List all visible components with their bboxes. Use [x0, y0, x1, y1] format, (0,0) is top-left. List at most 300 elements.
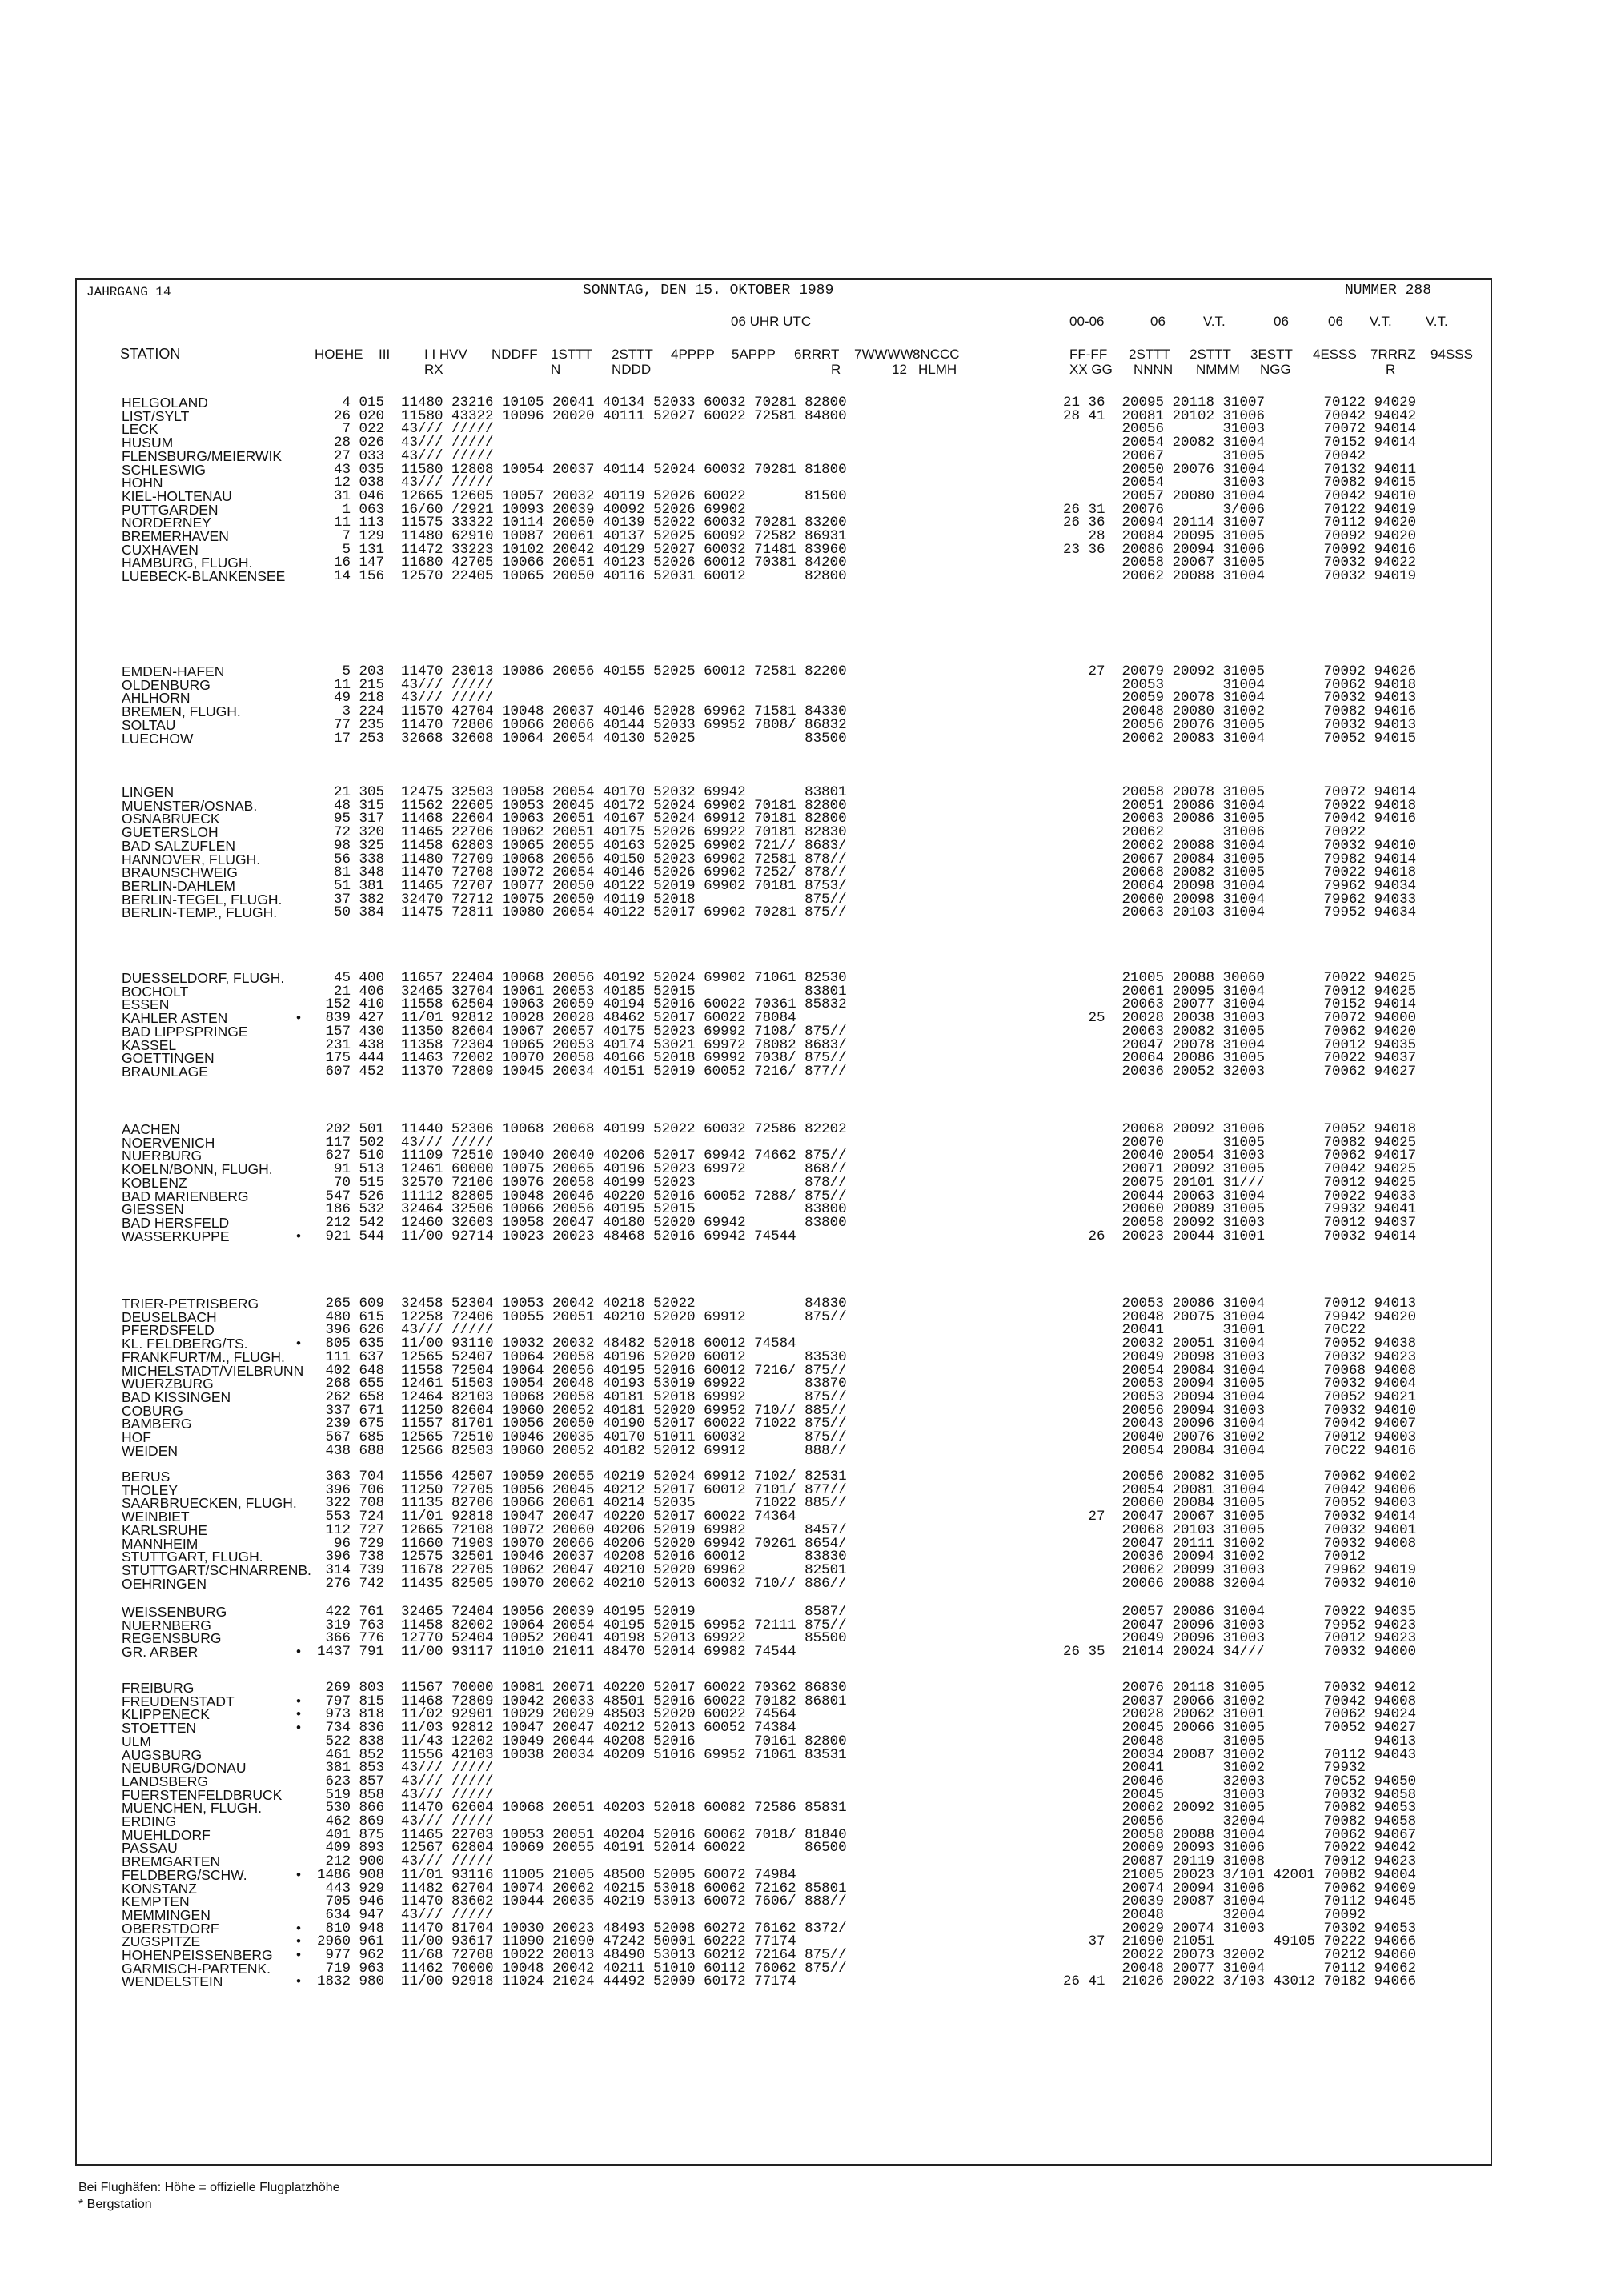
station-name: KLIPPENECK — [122, 1706, 210, 1723]
extremes-codes: 20047 20078 31004 70012 94035 — [1063, 1036, 1417, 1053]
extremes-codes: 20059 20078 31004 70032 94013 — [1063, 690, 1417, 707]
station-name: OLDENBURG — [122, 676, 211, 693]
extremes-codes: 20034 20087 31002 70112 94043 — [1063, 1746, 1417, 1763]
extremes-codes: 20048 32004 70092 — [1063, 1906, 1366, 1923]
issue-number: NUMMER 288 — [1345, 282, 1432, 299]
station-name: HOF — [122, 1429, 151, 1445]
table-row — [0, 1975, 1601, 1988]
station-name: PUTTGARDEN — [122, 501, 219, 518]
mountain-station-marker: • — [296, 1933, 301, 1949]
station-name: MANNHEIM — [122, 1535, 199, 1552]
extremes-codes: 20058 20078 31005 70072 94014 — [1063, 784, 1417, 800]
station-header: STATION — [120, 346, 181, 362]
station-name: NUERBURG — [122, 1148, 203, 1164]
station-name: STOETTEN — [122, 1720, 197, 1737]
extremes-codes: 20076 20118 31005 70032 94012 — [1063, 1680, 1417, 1696]
observation-codes: 381 853 43/// ///// — [317, 1760, 494, 1777]
observation-codes: 4 015 11480 23216 10105 20041 40134 52033 60032 70281 82800 — [317, 395, 847, 411]
station-name: HOHENPEISSENBERG — [122, 1947, 273, 1963]
observation-codes: 363 704 11556 42507 10059 20055 40219 52024 69912 7102/ 82531 — [317, 1469, 847, 1485]
extremes-codes: 20056 31003 70072 94014 — [1063, 421, 1417, 438]
station-name: BERLIN-DAHLEM — [122, 877, 235, 894]
extremes-codes: 20067 20084 31005 79982 94014 — [1063, 851, 1417, 868]
extremes-codes: 20057 20086 31004 70022 94035 — [1063, 1604, 1417, 1620]
extremes-codes: 20058 20092 31003 70012 94037 — [1063, 1214, 1417, 1231]
mountain-station-marker: • — [296, 1920, 301, 1936]
extremes-codes: 20048 20077 31004 70112 94062 — [1063, 1960, 1417, 1977]
extremes-codes: 20037 20066 31002 70042 94008 — [1063, 1693, 1417, 1709]
station-name: BAD HERSFELD — [122, 1214, 230, 1231]
date-label: SONNTAG, DEN 15. OKTOBER 1989 — [583, 282, 834, 299]
table-row — [0, 543, 1601, 556]
observation-codes: 276 742 11435 82505 10070 20062 40210 52013 60032 710// 886// — [317, 1575, 847, 1592]
extremes-codes: 20054 20084 31004 70068 94008 — [1063, 1362, 1417, 1379]
station-name: LUEBECK-BLANKENSEE — [122, 568, 286, 585]
observation-codes: 401 875 11465 22703 10053 20051 40204 52016 60062 7018/ 81840 — [317, 1826, 847, 1843]
observation-codes: 27 033 43/// ///// — [317, 447, 494, 464]
observation-codes: 96 729 11660 71903 10070 20066 40206 52020 69942 70261 8654/ — [317, 1535, 847, 1552]
table-row — [0, 1561, 1601, 1578]
station-name: ZUGSPITZE — [122, 1933, 201, 1950]
station-name: OEHRINGEN — [122, 1575, 207, 1592]
observation-codes: 567 685 12565 72510 10046 20035 40170 51011 60032 875// — [317, 1429, 847, 1445]
observation-codes: 805 635 11/00 93110 10032 20032 48482 52018 60012 74584 — [317, 1336, 796, 1352]
mountain-station-marker: • — [296, 1706, 301, 1722]
extremes-codes: 20050 20076 31004 70132 94011 — [1063, 461, 1417, 478]
extremes-codes: 26 31 20076 3/006 70122 94019 — [1063, 501, 1417, 518]
table-row — [0, 1962, 1601, 1975]
extremes-codes: 20032 20051 31004 70052 94038 — [1063, 1336, 1417, 1352]
observation-codes: 28 026 43/// ///// — [317, 435, 494, 451]
table-row — [0, 407, 1601, 424]
table-row — [0, 1065, 1601, 1078]
extremes-codes: 28 41 20081 20102 31006 70042 94042 — [1063, 407, 1417, 424]
extremes-codes: 21005 20023 3/101 42001 70082 94004 — [1063, 1866, 1417, 1883]
weather-header: 7WWWW — [854, 347, 913, 362]
extremes-codes: 20062 20088 31004 70032 94019 — [1063, 568, 1417, 585]
station-name: WEISSENBURG — [122, 1604, 227, 1620]
extremes-codes: 20071 20092 31005 70042 94025 — [1063, 1161, 1417, 1178]
observation-codes: 337 671 11250 82604 10060 20052 40181 52020 69952 710// 885// — [317, 1402, 847, 1419]
table-row — [0, 1388, 1601, 1405]
extremes-codes: 23 36 20086 20094 31006 70092 94016 — [1063, 541, 1417, 558]
table-row — [0, 1735, 1601, 1748]
observation-codes: 314 739 11678 22705 10062 20047 40210 52020 69962 82501 — [317, 1561, 847, 1578]
rain-header: 7RRRZ — [1370, 347, 1416, 362]
station-name: HUSUM — [122, 435, 174, 451]
table-row — [0, 1163, 1601, 1176]
extremes-codes: 20062 20099 31003 79962 94019 — [1063, 1561, 1417, 1578]
table-row — [0, 972, 1601, 984]
table-row — [0, 1786, 1601, 1803]
observation-codes: 262 658 12464 82103 10068 20058 40181 52018 69992 875// — [317, 1388, 847, 1405]
station-name: REGENSBURG — [122, 1630, 222, 1647]
observation-codes: 37 382 32470 72712 10075 20050 40119 52018 875// — [317, 891, 847, 908]
table-row — [0, 1760, 1601, 1777]
station-name: GR. ARBER — [122, 1644, 199, 1661]
extremes-codes: 26 41 21026 20022 3/103 43012 70182 94066 — [1063, 1973, 1417, 1990]
extremes-codes: 20062 20088 31004 70032 94010 — [1063, 837, 1417, 854]
station-name: BREMERHAVEN — [122, 528, 229, 544]
station-name: AHLHORN — [122, 690, 191, 707]
observation-codes: 48 315 11562 22605 10053 20045 40172 52024 69902 70181 82800 — [317, 797, 847, 814]
extremes-codes: 20040 20076 31002 70012 94003 — [1063, 1429, 1417, 1445]
table-row — [0, 1149, 1601, 1162]
rx-header: RX — [424, 362, 443, 377]
vt-header-c: V.T. — [1426, 314, 1448, 329]
extremes-codes: 20056 32004 70082 94058 — [1063, 1813, 1417, 1829]
observation-codes: 50 384 11475 72811 10080 20054 40122 52017 69902 70281 875// — [317, 904, 847, 921]
observation-codes: 51 381 11465 72707 10077 20050 40122 52019 69902 70181 8753/ — [317, 877, 847, 894]
station-name: HANNOVER, FLUGH. — [122, 851, 261, 868]
max-temp-header: 2STTT — [1129, 347, 1170, 362]
extremes-codes: 20056 20094 31003 70032 94010 — [1063, 1402, 1417, 1419]
extremes-codes: 28 20084 20095 31005 70092 94020 — [1063, 528, 1417, 544]
observation-codes: 95 317 11468 22604 10063 20051 40167 52024 69912 70181 82800 — [317, 811, 847, 827]
sttt1-header: 1STTT — [551, 347, 592, 362]
table-row — [0, 812, 1601, 825]
observation-codes: 98 325 11458 62803 10065 20055 40163 52025 69902 721// 8683/ — [317, 837, 847, 854]
observation-codes: 734 836 11/03 92812 10047 20047 40212 52013 60052 74384 — [317, 1720, 796, 1737]
extremes-codes: 20028 20062 31001 70062 94024 — [1063, 1706, 1417, 1723]
table-row — [0, 1922, 1601, 1935]
table-row — [0, 877, 1601, 894]
table-row — [0, 1746, 1601, 1763]
observation-codes: 26 020 11580 43322 10096 20020 40111 52027 60022 72581 84800 — [317, 407, 847, 424]
station-name: LECK — [122, 421, 158, 438]
extremes-codes: 20074 20094 31006 70062 94009 — [1063, 1880, 1417, 1897]
table-row — [0, 1537, 1601, 1550]
station-name: DEUSELBACH — [122, 1308, 217, 1325]
observation-codes: 409 893 12567 62804 10069 20055 40191 52014 60022 86500 — [317, 1840, 847, 1857]
table-row — [0, 556, 1601, 569]
station-name: HOHN — [122, 475, 163, 491]
station-name: KOBLENZ — [122, 1174, 187, 1191]
table-row — [0, 1203, 1601, 1216]
extremes-codes: 27 20047 20067 31005 70032 94014 — [1063, 1509, 1417, 1525]
extremes-codes: 20053 20086 31004 70012 94013 — [1063, 1296, 1417, 1312]
station-name: BAD KISSINGEN — [122, 1388, 231, 1405]
max-temp-sub-header: NNNN — [1134, 362, 1174, 377]
station-name: AACHEN — [122, 1121, 180, 1137]
observation-codes: 31 046 12665 12605 10057 20032 40119 52026 60022 81500 — [317, 487, 847, 504]
station-name: NORDERNEY — [122, 515, 211, 531]
station-name: THOLEY — [122, 1481, 179, 1498]
gust-header: FF-FF — [1069, 347, 1108, 362]
table-row — [0, 1895, 1601, 1908]
table-row — [0, 1364, 1601, 1377]
extremes-codes: 20063 20077 31004 70152 94014 — [1063, 996, 1417, 1013]
observation-codes: 705 946 11470 83602 10044 20035 40219 53013 60072 7606/ 888// — [317, 1893, 847, 1910]
station-name: KOELN/BONN, FLUGH. — [122, 1161, 273, 1178]
observation-codes: 17 253 32668 32608 10064 20054 40130 52025 83500 — [317, 730, 847, 747]
table-row — [0, 1577, 1601, 1590]
extremes-codes: 20046 32003 70C52 94050 — [1063, 1773, 1417, 1789]
ground-header: 3ESTT — [1250, 347, 1293, 362]
table-row — [0, 1800, 1601, 1817]
extremes-codes: 21005 20088 30060 70022 94025 — [1063, 970, 1417, 986]
table-row — [0, 1882, 1601, 1895]
observation-codes: 12 038 43/// ///// — [317, 475, 494, 491]
observation-codes: 202 501 11440 52306 10068 20068 40199 52022 60032 72586 82202 — [317, 1121, 847, 1137]
precip-header: 6RRRT — [794, 347, 840, 362]
table-row — [0, 1050, 1601, 1067]
extremes-codes: 20056 20076 31005 70032 94013 — [1063, 716, 1417, 733]
extremes-codes: 26 36 20094 20114 31007 70112 94020 — [1063, 515, 1417, 531]
observation-codes: 553 724 11/01 92818 10047 20047 40220 52017 60022 74364 — [317, 1509, 796, 1525]
table-row — [0, 786, 1601, 799]
station-name: LIST/SYLT — [122, 407, 190, 424]
observation-codes: 839 427 11/01 92812 10028 20028 48462 52017 60022 78084 — [317, 1010, 796, 1027]
station-name: ESSEN — [122, 996, 170, 1013]
min-temp-sub-header: NMMM — [1196, 362, 1240, 377]
table-row — [0, 1495, 1601, 1512]
table-row — [0, 1866, 1601, 1883]
observation-codes: 11 113 11575 33322 10114 20050 40139 52022 60032 70281 83200 — [317, 515, 847, 531]
table-row — [0, 1775, 1601, 1788]
observation-codes: 81 348 11470 72708 10072 20054 40146 52026 69902 7252/ 878// — [317, 864, 847, 881]
observation-codes: 607 452 11370 72809 10045 20034 40151 52019 60052 7216/ 877// — [317, 1063, 847, 1080]
station-name: MUEHLDORF — [122, 1826, 211, 1843]
station-name: FREIBURG — [122, 1680, 195, 1696]
station-name: SCHLESWIG — [122, 461, 207, 478]
extremes-codes: 20051 20086 31004 70022 94018 — [1063, 797, 1417, 814]
table-row — [0, 853, 1601, 866]
observation-codes: 56 338 11480 72709 10068 20056 40150 52023 69902 72581 878// — [317, 851, 847, 868]
table-row — [0, 1337, 1601, 1350]
extremes-codes: 20069 20093 31006 70022 94042 — [1063, 1840, 1417, 1857]
observation-codes: 157 430 11350 82604 10067 20057 40175 52023 69992 7108/ 875// — [317, 1023, 847, 1040]
observation-codes: 21 305 12475 32503 10058 20054 40170 52032 69942 83801 — [317, 784, 847, 800]
extremes-codes: 20060 20084 31005 70052 94003 — [1063, 1495, 1417, 1512]
extremes-codes: 20040 20054 31003 70062 94017 — [1063, 1148, 1417, 1164]
station-name: WENDELSTEIN — [122, 1973, 223, 1990]
table-row — [0, 690, 1601, 707]
observation-codes: 72 320 11465 22706 10062 20051 40175 52026 69922 70181 82830 — [317, 824, 847, 841]
extremes-codes: 20053 20094 31004 70052 94021 — [1063, 1388, 1417, 1405]
table-row — [0, 893, 1601, 906]
table-row — [0, 487, 1601, 504]
observation-codes: 7 022 43/// ///// — [317, 421, 494, 438]
pressure-header: 4PPPP — [671, 347, 715, 362]
observation-codes: 396 706 11250 72705 10056 20045 40212 52017 60012 7101/ 877// — [317, 1481, 847, 1498]
table-row — [0, 1708, 1601, 1721]
observation-codes: 810 948 11470 81704 10030 20023 48493 52008 60272 76162 8372/ — [317, 1920, 847, 1937]
extremes-codes: 20056 20082 31005 70062 94002 — [1063, 1469, 1417, 1485]
observation-codes: 461 852 11556 42103 10038 20034 40209 51016 69952 71061 83531 — [317, 1746, 847, 1763]
station-name: SOLTAU — [122, 716, 176, 733]
extremes-codes: 20066 20088 32004 70032 94010 — [1063, 1575, 1417, 1592]
extremes-codes: 20049 20098 31003 70032 94023 — [1063, 1348, 1417, 1365]
table-row — [0, 1681, 1601, 1694]
hour-header-a: 06 — [1150, 314, 1166, 329]
station-name: OSNABRUECK — [122, 811, 220, 827]
table-row — [0, 436, 1601, 449]
extremes-codes: 20062 31006 70022 — [1063, 824, 1366, 841]
observation-codes: 1832 980 11/00 92918 11024 21024 44492 52009 60172 77174 — [317, 1973, 796, 1990]
nddff-header: NDDFF — [492, 347, 538, 362]
observation-codes: 1486 908 11/01 93116 11005 21005 48500 52005 60072 74984 — [317, 1866, 796, 1883]
extremes-codes: 20064 20098 31004 79962 94034 — [1063, 877, 1417, 894]
table-row — [0, 1431, 1601, 1444]
observation-codes: 239 675 11557 81701 10056 20050 40190 52017 60022 71022 875// — [317, 1416, 847, 1432]
rain-sub-header: R — [1386, 362, 1396, 377]
observation-codes: 175 444 11463 72002 10070 20058 40166 52018 69992 7038/ 875// — [317, 1050, 847, 1067]
table-row — [0, 1605, 1601, 1618]
height-header: HOEHE — [315, 347, 363, 362]
gust-sub-header: XX GG — [1069, 362, 1113, 377]
precip-sub-header: R — [831, 362, 841, 377]
station-name: FRANKFURT/M., FLUGH. — [122, 1348, 285, 1365]
table-row — [0, 1906, 1601, 1923]
station-name: FLENSBURG/MEIERWIK — [122, 447, 282, 464]
station-name: MEMMINGEN — [122, 1906, 211, 1923]
extremes-codes: 20054 31003 70082 94015 — [1063, 475, 1417, 491]
extremes-codes: 20061 20095 31004 70012 94025 — [1063, 983, 1417, 1000]
observation-codes: 7 129 11480 62910 10087 20061 40137 52025 60092 72582 86931 — [317, 528, 847, 544]
table-row — [0, 705, 1601, 718]
station-name: MUENSTER/OSNAB. — [122, 797, 258, 814]
extremes-codes: 20022 20073 32002 70212 94060 — [1063, 1947, 1417, 1963]
station-name: SAARBRUECKEN, FLUGH. — [122, 1495, 297, 1512]
table-row — [0, 732, 1601, 745]
station-name: BOCHOLT — [122, 983, 189, 1000]
extremes-codes: 20044 20063 31004 70022 94033 — [1063, 1188, 1417, 1204]
table-row — [0, 1619, 1601, 1632]
extremes-codes: 20036 20094 31002 70012 — [1063, 1549, 1366, 1565]
table-row — [0, 421, 1601, 438]
station-name: LUECHOW — [122, 730, 194, 747]
station-name: NEUBURG/DONAU — [122, 1760, 247, 1777]
mountain-station-marker: • — [296, 1947, 301, 1962]
table-row — [0, 1010, 1601, 1027]
tendency-header: 5APPP — [732, 347, 776, 362]
station-name: LINGEN — [122, 784, 175, 800]
table-row — [0, 530, 1601, 543]
table-row — [0, 463, 1601, 476]
extremes-codes: 20068 20082 31005 70022 94018 — [1063, 864, 1417, 881]
observation-codes: 268 655 12461 51503 10054 20048 40193 53019 69922 83870 — [317, 1376, 847, 1392]
observation-codes: 45 400 11657 22404 10068 20056 40192 52024 69902 71061 82530 — [317, 970, 847, 986]
table-row — [0, 1308, 1601, 1325]
weather-sub-header: 12 — [892, 362, 907, 377]
table-row — [0, 1404, 1601, 1417]
observation-codes: 443 929 11482 62704 10074 20062 40215 53018 60062 72162 85801 — [317, 1880, 847, 1897]
mountain-station-marker: • — [296, 1693, 301, 1709]
observation-codes: 797 815 11468 72809 10042 20033 48501 52016 60022 70182 86801 — [317, 1693, 847, 1709]
table-row — [0, 396, 1601, 409]
extremes-codes: 20064 20086 31005 70022 94037 — [1063, 1050, 1417, 1067]
table-row — [0, 1521, 1601, 1538]
vt-header-a: V.T. — [1203, 314, 1226, 329]
station-name: BRAUNSCHWEIG — [122, 864, 238, 881]
extremes-codes: 20068 20103 31005 70032 94001 — [1063, 1521, 1417, 1538]
observation-codes: 11 215 43/// ///// — [317, 676, 494, 693]
table-row — [0, 1644, 1601, 1661]
table-row — [0, 1550, 1601, 1563]
extremes-codes: 20039 20087 31004 70112 94045 — [1063, 1893, 1417, 1910]
extremes-codes: 20087 20119 31008 70012 94023 — [1063, 1853, 1417, 1870]
station-name: KONSTANZ — [122, 1880, 197, 1897]
hour-header-c: 06 — [1328, 314, 1343, 329]
extremes-codes: 20067 31005 70042 — [1063, 447, 1366, 464]
observation-codes: 719 963 11462 70000 10048 20042 40211 51010 60112 76062 875// — [317, 1960, 847, 1977]
station-name: KASSEL — [122, 1036, 177, 1053]
observation-codes: 973 818 11/02 92901 10029 20029 48503 52020 60022 74564 — [317, 1706, 796, 1723]
table-row — [0, 1136, 1601, 1149]
observation-codes: 111 637 12565 52407 10064 20058 40196 52020 60012 83530 — [317, 1348, 847, 1365]
observation-codes: 49 218 43/// ///// — [317, 690, 494, 707]
observation-codes: 627 510 11109 72510 10040 20040 40206 52017 69942 74662 875// — [317, 1148, 847, 1164]
table-row — [0, 665, 1601, 678]
station-name: WEINBIET — [122, 1509, 190, 1525]
observation-codes: 112 727 12665 72108 10072 20060 40206 52019 69982 8457/ — [317, 1521, 847, 1538]
table-row — [0, 1025, 1601, 1038]
extremes-codes: 20041 31001 70C22 — [1063, 1322, 1366, 1339]
observation-codes: 117 502 43/// ///// — [317, 1134, 494, 1151]
observation-codes: 422 761 32465 72404 10056 20039 40195 52019 8587/ — [317, 1604, 847, 1620]
extremes-codes: 20045 20066 31005 70052 94027 — [1063, 1720, 1417, 1737]
station-name: BREMEN, FLUGH. — [122, 703, 241, 720]
station-name: STUTTGART, FLUGH. — [122, 1549, 263, 1565]
table-row — [0, 1297, 1601, 1310]
observation-codes: 623 857 43/// ///// — [317, 1773, 494, 1789]
station-name: GARMISCH-PARTENK. — [122, 1960, 271, 1977]
footnote-airports: Bei Flughäfen: Höhe = offizielle Flugplatzhöhe — [78, 2181, 340, 2194]
station-name: EMDEN-HAFEN — [122, 663, 225, 679]
observation-codes: 231 438 11358 72304 10065 20053 40174 53021 69972 78082 8683/ — [317, 1036, 847, 1053]
table-row — [0, 839, 1601, 852]
observation-codes: 16 147 11680 42705 10066 20051 40123 52026 60012 70381 84200 — [317, 555, 847, 571]
extremes-codes: 20054 20084 31004 70C22 94016 — [1063, 1442, 1417, 1459]
observation-codes: 522 838 11/43 12202 10049 20044 40208 52016 70161 82800 — [317, 1733, 847, 1749]
station-id-header: III — [379, 347, 391, 362]
table-row — [0, 1481, 1601, 1498]
station-name: OBERSTDORF — [122, 1920, 219, 1937]
station-name: NOERVENICH — [122, 1134, 215, 1151]
table-row — [0, 1949, 1601, 1961]
observation-codes: 43 035 11580 12808 10054 20037 40114 52024 60032 70281 81800 — [317, 461, 847, 478]
observation-codes: 438 688 12566 82503 10060 20052 40182 52012 69912 888// — [317, 1442, 847, 1459]
station-name: CUXHAVEN — [122, 541, 199, 558]
extremes-codes: 26 35 21014 20024 34/// 70032 94000 — [1063, 1644, 1417, 1661]
station-name: KAHLER ASTEN — [122, 1010, 228, 1027]
extremes-codes: 25 20028 20038 31003 70072 94000 — [1063, 1010, 1417, 1027]
sunshine-header: 94SSS — [1430, 347, 1473, 362]
clouds-header: 8NCCC — [913, 347, 960, 362]
extremes-codes: 20043 20096 31004 70042 94007 — [1063, 1416, 1417, 1432]
observation-codes: 212 900 43/// ///// — [317, 1853, 494, 1870]
table-row — [0, 826, 1601, 839]
station-name: BAD SALZUFLEN — [122, 837, 235, 854]
station-name: LANDSBERG — [122, 1773, 208, 1789]
iihvv-header: I I HVV — [424, 347, 467, 362]
station-name: MICHELSTADT/VIELBRUNN — [122, 1362, 304, 1379]
extremes-codes: 20062 20092 31005 70082 94053 — [1063, 1800, 1417, 1817]
observation-codes: 1437 791 11/00 93117 11010 21011 48470 52014 69982 74544 — [317, 1644, 796, 1661]
observation-codes: 2960 961 11/00 93617 11090 21090 47242 50001 60222 77174 — [317, 1933, 796, 1950]
station-name: BREMGARTEN — [122, 1853, 221, 1870]
table-row — [0, 799, 1601, 812]
extremes-codes: 20063 20082 31005 70062 94020 — [1063, 1023, 1417, 1040]
table-row — [0, 447, 1601, 464]
extremes-codes: 20053 31004 70062 94018 — [1063, 676, 1417, 693]
station-name: WEIDEN — [122, 1442, 178, 1459]
station-name: ULM — [122, 1733, 151, 1749]
station-name: FELDBERG/SCHW. — [122, 1866, 247, 1883]
mountain-station-marker: • — [296, 1644, 301, 1660]
observation-codes: 152 410 11558 62504 10063 20059 40194 52016 60022 70361 85832 — [317, 996, 847, 1013]
